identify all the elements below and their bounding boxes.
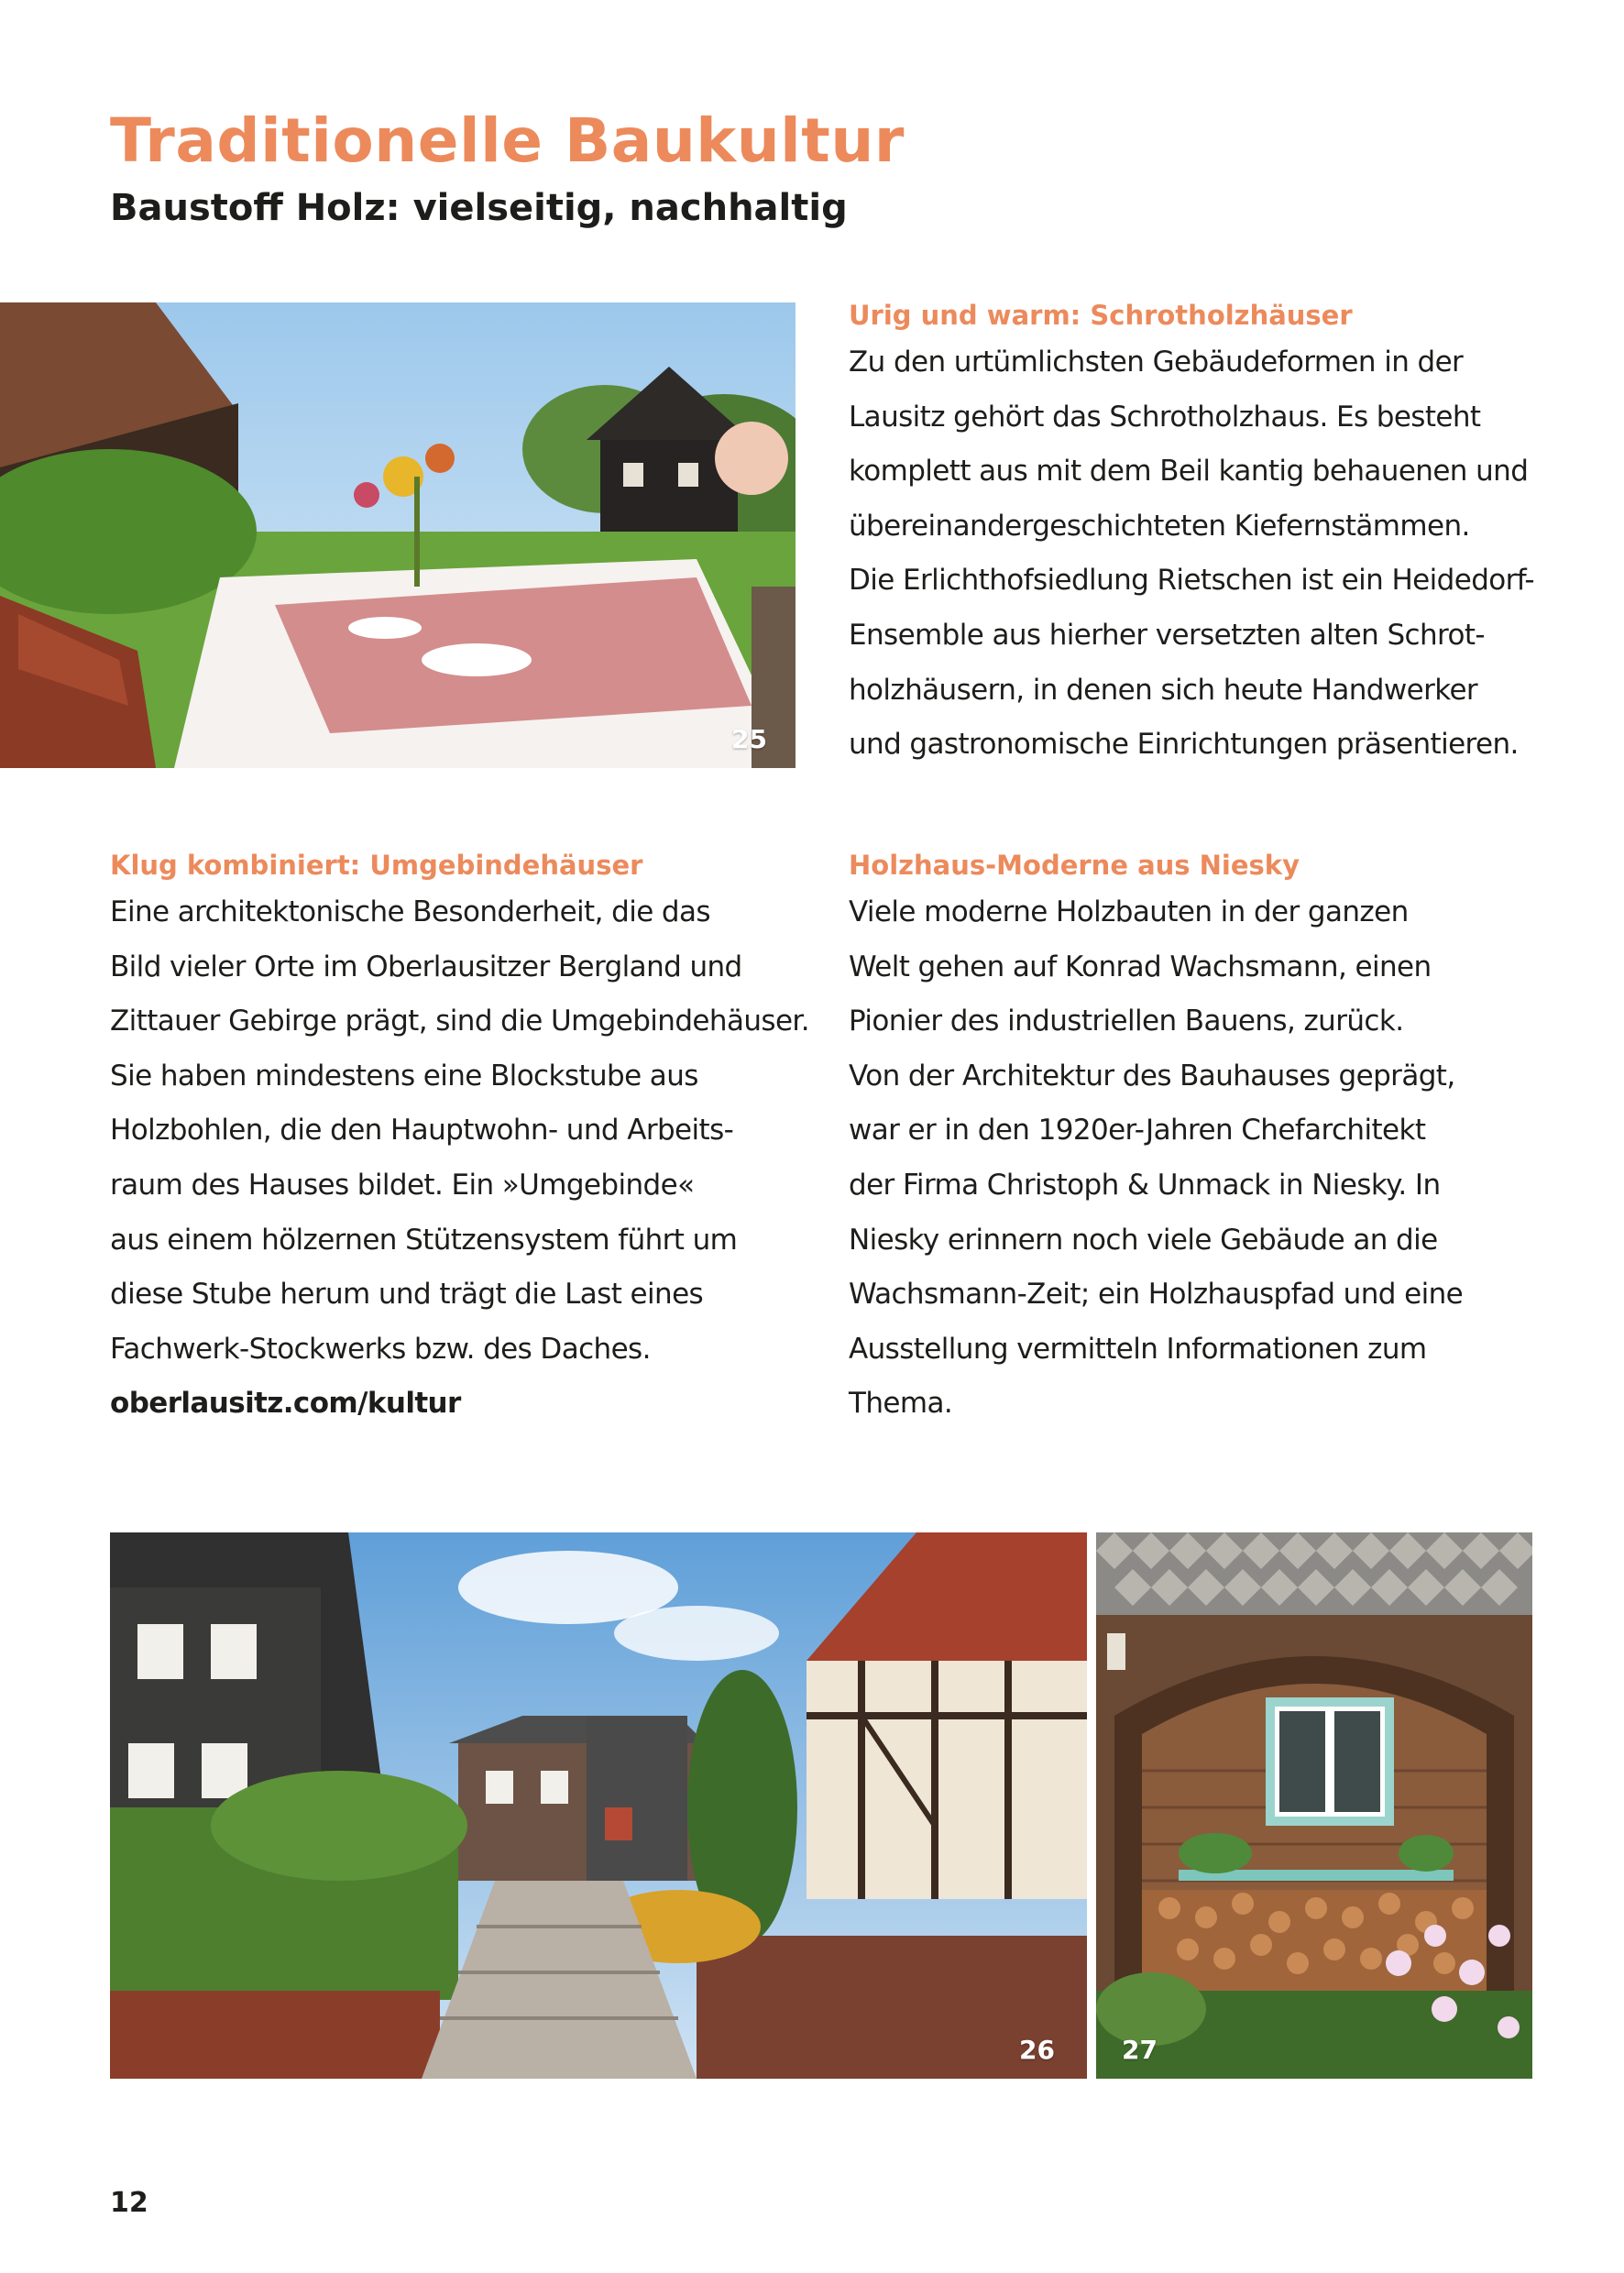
page-subtitle: Baustoff Holz: vielseitig, nachhaltig	[110, 187, 848, 229]
photo-number-26: 26	[1019, 2035, 1055, 2065]
section-heading-umgebinde: Klug kombiniert: Umgebindehäuser	[110, 850, 643, 881]
section-heading-niesky: Holzhaus-Moderne aus Niesky	[849, 850, 1300, 881]
section-schrotholz	[849, 295, 1600, 773]
kultur-link[interactable]: oberlausitz.com/kultur	[110, 1387, 461, 1421]
photo-number-27: 27	[1122, 2035, 1158, 2065]
section-text-umgebinde: Eine architektonische Besonderheit, die das Bild vieler Orte im Oberlausitzer Bergland und Zittauer Gebirge prägt, sind die Umgebindehäuser. Sie haben mindestens eine Blockstube aus Holzbohlen, die den Hauptwohn- und Arbeits- raum des Hauses bildet. Ein »Umgebinde« aus einem hölzernen Stützensystem führt um diese Stube herum und trägt die Last eines Fachwerk-Stockwerks bzw. des Daches. oberlausitz.com/kultur	[110, 885, 825, 1432]
page-number: 12	[110, 2187, 148, 2219]
section-heading-schrotholz: Urig und warm: Schrotholzhäuser	[849, 300, 1353, 331]
photo-number-25: 25	[731, 724, 767, 754]
photo-umgebinde-window	[1096, 1532, 1532, 2079]
section-umgebinde	[110, 845, 825, 1432]
page-title: Traditionelle Baukultur	[110, 105, 905, 176]
section-text-niesky: Viele moderne Holzbauten in der ganzen Welt gehen auf Konrad Wachsmann, einen Pionier des industriellen Bauens, zurück. Von der Architektur des Bauhauses geprägt, war er in den 1920er-Jahren Chefarchitekt der Firma Christoph & Unmack in Niesky. In Niesky erinnern noch viele Gebäude an die Wachsmann-Zeit; ein Holzhauspfad und eine Ausstellung vermitteln Informationen zum Thema.	[849, 895, 1464, 1421]
section-niesky	[849, 845, 1600, 1432]
section-text-schrotholz: Zu den urtümlichsten Gebäudeformen in der Lausitz gehört das Schrotholzhaus. Es besteht komplett aus mit dem Beil kantig behauenen und übereinandergeschichteten Kiefernstämmen. Die Erlichthofsiedlung Rietschen ist ein Heidedorf- Ensemble aus hierher versetzten alten Schrot- holzhäusern, in denen sich heute Handwerker und gastronomische Einrichtungen präsentieren.	[849, 346, 1534, 762]
photo-garden-table	[0, 302, 796, 768]
photo-village-street	[110, 1532, 1087, 2079]
